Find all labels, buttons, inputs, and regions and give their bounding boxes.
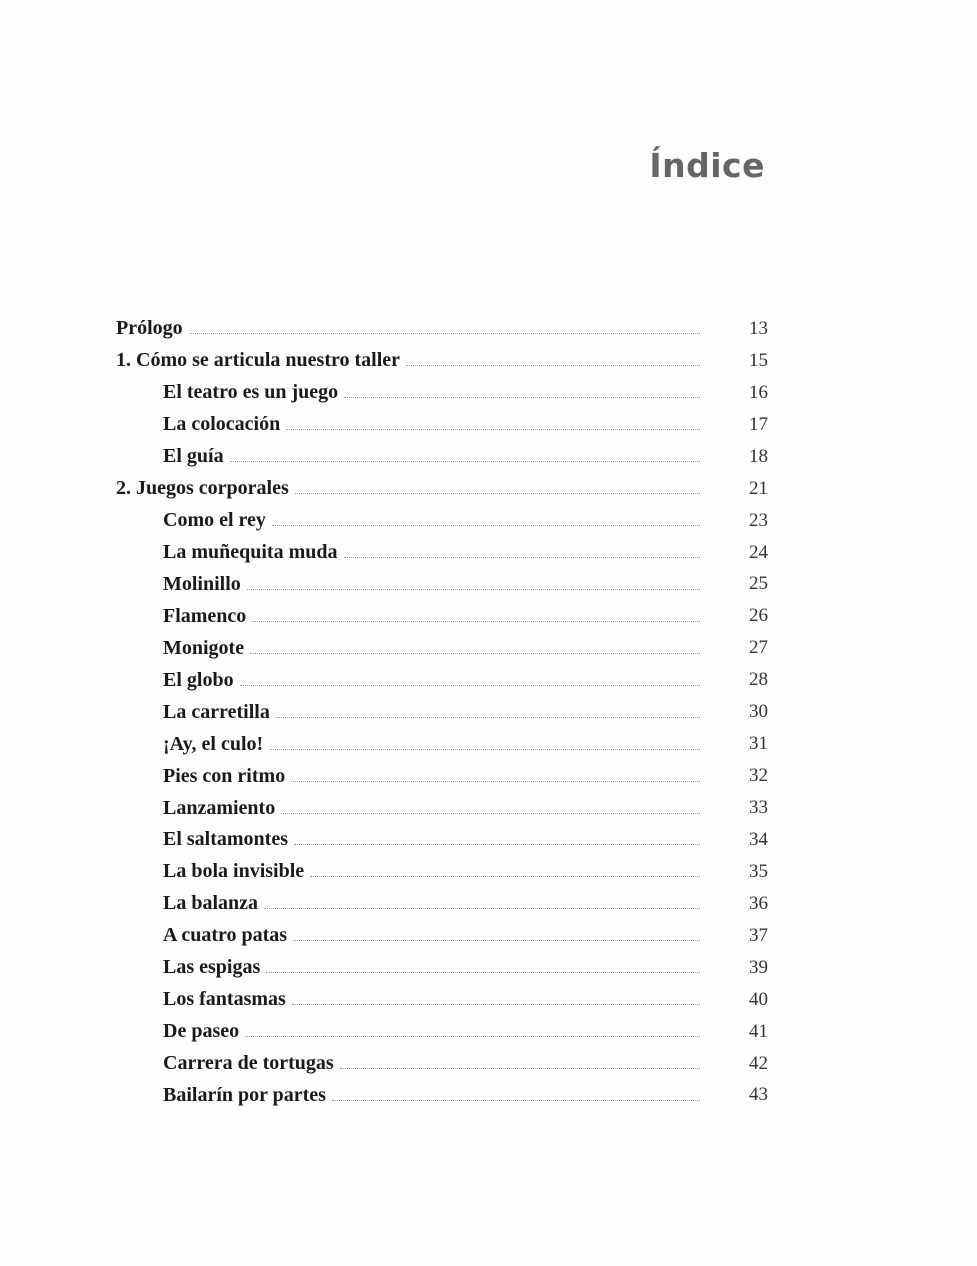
toc-entry-title: A cuatro patas bbox=[163, 924, 288, 947]
toc-entry-page-number: 26 bbox=[749, 605, 768, 627]
toc-entry-title: El teatro es un juego bbox=[163, 381, 339, 404]
toc-entry bbox=[116, 632, 768, 664]
toc-entry bbox=[116, 728, 768, 760]
toc-entry-title: La muñequita muda bbox=[163, 541, 338, 564]
toc-entry bbox=[116, 1048, 768, 1080]
toc-entry-page-number: 23 bbox=[749, 509, 768, 531]
toc-entry-page-number: 32 bbox=[749, 765, 768, 787]
dot-leader bbox=[310, 876, 700, 877]
toc-entry bbox=[116, 984, 768, 1016]
toc-entry-title: 1. Cómo se articula nuestro taller bbox=[116, 349, 401, 372]
toc-entry bbox=[116, 664, 768, 696]
toc-entry-page-number: 36 bbox=[749, 892, 768, 914]
toc-entry-page-number: 43 bbox=[749, 1084, 768, 1106]
toc-entry-page-number: 41 bbox=[749, 1020, 768, 1042]
toc-entry bbox=[116, 920, 768, 952]
dot-leader bbox=[276, 717, 700, 718]
toc-entry-page-number: 15 bbox=[749, 349, 768, 371]
dot-leader bbox=[291, 781, 700, 782]
toc-entry-title: ¡Ay, el culo! bbox=[163, 732, 264, 755]
toc-entry bbox=[116, 377, 768, 409]
toc-entry-page-number: 16 bbox=[749, 381, 768, 403]
toc-entry-title: Como el rey bbox=[163, 509, 266, 532]
toc-entry-title: La carretilla bbox=[163, 700, 270, 723]
dot-leader bbox=[250, 653, 700, 654]
toc-entry-page-number: 28 bbox=[749, 669, 768, 691]
toc-entry-title: Pies con ritmo bbox=[163, 764, 286, 787]
toc-entry bbox=[116, 600, 768, 632]
dot-leader bbox=[295, 493, 700, 494]
toc-entry bbox=[116, 888, 768, 920]
toc-entry-page-number: 33 bbox=[749, 797, 768, 819]
toc-entry-page-number: 34 bbox=[749, 828, 768, 850]
toc-entry-title: El globo bbox=[163, 668, 234, 691]
toc-entry bbox=[116, 313, 768, 345]
toc-entry-title: Bailarín por partes bbox=[163, 1083, 326, 1106]
toc-entry-page-number: 21 bbox=[749, 477, 768, 499]
toc-entry bbox=[116, 345, 768, 377]
dot-leader bbox=[189, 333, 700, 334]
table-of-contents bbox=[116, 313, 768, 1111]
toc-entry bbox=[116, 856, 768, 888]
toc-entry-title: Las espigas bbox=[163, 956, 261, 979]
toc-entry bbox=[116, 1016, 768, 1048]
dot-leader bbox=[292, 1004, 700, 1005]
toc-entry-title: Lanzamiento bbox=[163, 796, 276, 819]
toc-entry-page-number: 25 bbox=[749, 573, 768, 595]
toc-entry-page-number: 18 bbox=[749, 445, 768, 467]
toc-entry bbox=[116, 441, 768, 473]
dot-leader bbox=[252, 621, 700, 622]
dot-leader bbox=[247, 589, 700, 590]
toc-entry-title: Prólogo bbox=[116, 317, 183, 340]
toc-entry bbox=[116, 696, 768, 728]
dot-leader bbox=[344, 397, 700, 398]
toc-entry bbox=[116, 569, 768, 601]
toc-entry-title: La balanza bbox=[163, 892, 259, 915]
toc-entry-title: Monigote bbox=[163, 636, 245, 659]
toc-entry bbox=[116, 505, 768, 537]
toc-entry-title: Molinillo bbox=[163, 572, 241, 595]
toc-entry bbox=[116, 1080, 768, 1112]
toc-entry-page-number: 17 bbox=[749, 413, 768, 435]
toc-entry-title: Los fantasmas bbox=[163, 988, 286, 1011]
toc-entry-title: El guía bbox=[163, 445, 224, 468]
dot-leader bbox=[281, 813, 700, 814]
toc-entry-page-number: 31 bbox=[749, 733, 768, 755]
toc-entry-page-number: 35 bbox=[749, 860, 768, 882]
toc-entry-page-number: 42 bbox=[749, 1052, 768, 1074]
toc-entry bbox=[116, 537, 768, 569]
toc-entry-title: Carrera de tortugas bbox=[163, 1052, 334, 1075]
dot-leader bbox=[264, 908, 700, 909]
toc-entry bbox=[116, 792, 768, 824]
toc-entry-page-number: 37 bbox=[749, 924, 768, 946]
toc-entry-page-number: 39 bbox=[749, 956, 768, 978]
toc-entry-page-number: 40 bbox=[749, 988, 768, 1010]
dot-leader bbox=[269, 749, 700, 750]
dot-leader bbox=[240, 685, 700, 686]
toc-entry-page-number: 13 bbox=[749, 317, 768, 339]
toc-entry-title: De paseo bbox=[163, 1020, 240, 1043]
toc-entry-page-number: 27 bbox=[749, 637, 768, 659]
dot-leader bbox=[344, 557, 701, 558]
toc-entry-title: Flamenco bbox=[163, 604, 247, 627]
dot-leader bbox=[340, 1068, 700, 1069]
toc-entry bbox=[116, 760, 768, 792]
dot-leader bbox=[230, 461, 700, 462]
toc-entry bbox=[116, 952, 768, 984]
toc-entry-title: La colocación bbox=[163, 413, 281, 436]
dot-leader bbox=[332, 1100, 700, 1101]
toc-entry-page-number: 30 bbox=[749, 701, 768, 723]
dot-leader bbox=[286, 429, 700, 430]
dot-leader bbox=[272, 525, 700, 526]
dot-leader bbox=[266, 972, 700, 973]
toc-entry-title: 2. Juegos corporales bbox=[116, 477, 289, 500]
toc-entry bbox=[116, 824, 768, 856]
dot-leader bbox=[406, 365, 700, 366]
toc-entry-title: La bola invisible bbox=[163, 860, 305, 883]
dot-leader bbox=[245, 1036, 700, 1037]
toc-entry bbox=[116, 473, 768, 505]
toc-entry bbox=[116, 409, 768, 441]
dot-leader bbox=[293, 940, 700, 941]
toc-entry-page-number: 24 bbox=[749, 541, 768, 563]
page-title: Índice bbox=[649, 146, 765, 185]
dot-leader bbox=[294, 844, 700, 845]
toc-entry-title: El saltamontes bbox=[163, 828, 288, 851]
